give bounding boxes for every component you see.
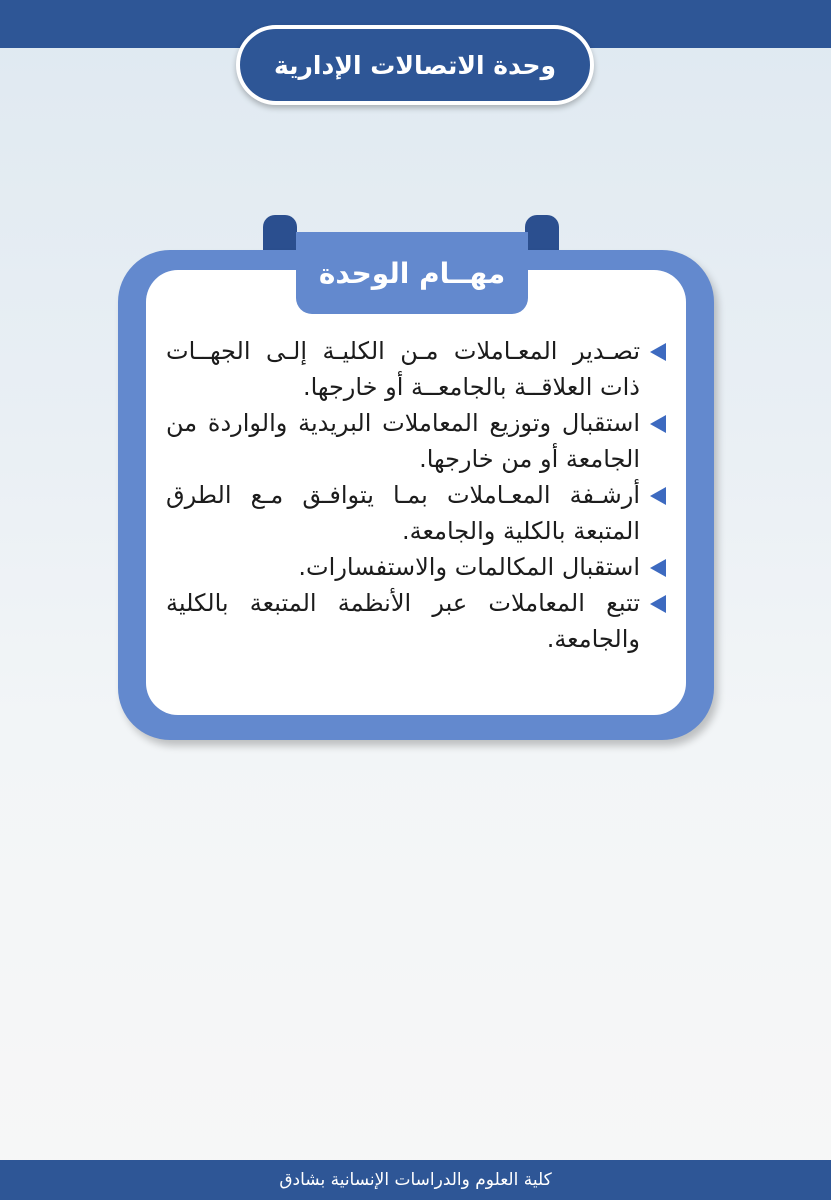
- triangle-left-icon: [650, 595, 666, 613]
- page-title: وحدة الاتصالات الإدارية: [236, 25, 594, 105]
- task-text: تصـدير المعـاملات مـن الكليـة إلـى الجهــات ذات العلاقــة بالجامعــة أو خارجها.: [166, 337, 640, 401]
- list-item: [166, 405, 666, 477]
- footer-text: كلية العلوم والدراسات الإنسانية بشادق: [279, 1170, 552, 1190]
- list-item: [166, 585, 666, 657]
- triangle-left-icon: [650, 343, 666, 361]
- triangle-left-icon: [650, 487, 666, 505]
- list-item: [166, 477, 666, 549]
- card-title: مهــام الوحدة: [296, 232, 528, 314]
- triangle-left-icon: [650, 559, 666, 577]
- tasks-list: [166, 333, 666, 657]
- task-text: أرشـفة المعـاملات بمـا يتوافـق مـع الطرق المتبعة بالكلية والجامعة.: [166, 481, 640, 545]
- task-text: استقبال المكالمات والاستفسارات.: [298, 553, 640, 581]
- list-item: [166, 333, 666, 405]
- footer: [0, 1160, 831, 1200]
- triangle-left-icon: [650, 415, 666, 433]
- tasks-card: [118, 215, 714, 740]
- task-text: تتبع المعاملات عبر الأنظمة المتبعة بالكلية والجامعة.: [166, 589, 640, 653]
- task-text: استقبال وتوزيع المعاملات البريدية والواردة من الجامعة أو من خارجها.: [166, 409, 640, 473]
- list-item: [166, 549, 666, 585]
